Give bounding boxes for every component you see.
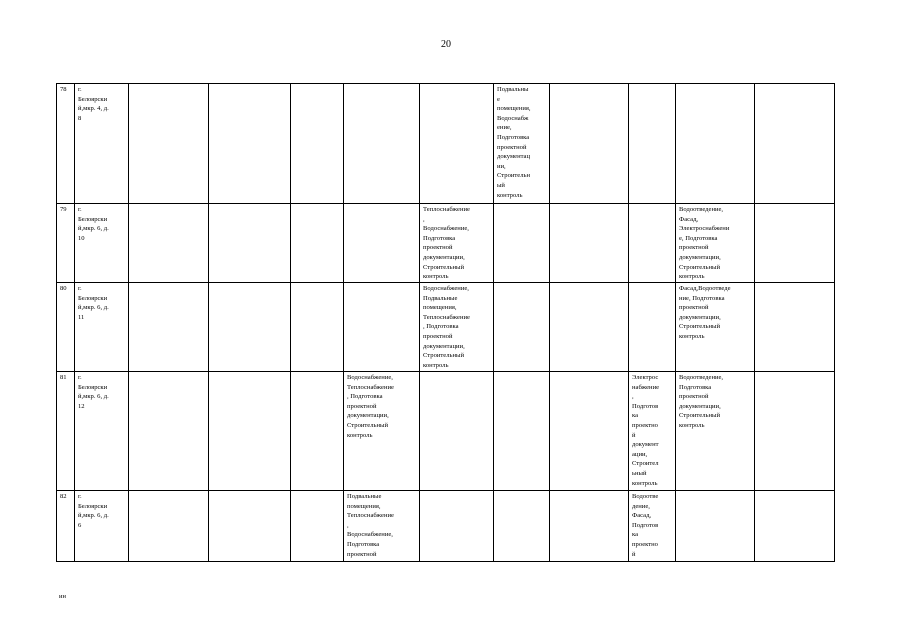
address-cell: г. Белоярски й,мкр. 4, д. 8 bbox=[75, 84, 129, 204]
works-cell bbox=[420, 372, 494, 491]
address-cell: г. Белоярски й,мкр. 6, д. 11 bbox=[75, 283, 129, 372]
works-cell bbox=[291, 84, 344, 204]
works-cell bbox=[291, 283, 344, 372]
table-row bbox=[57, 204, 835, 283]
row-number-cell: 81 bbox=[57, 372, 75, 491]
table-body bbox=[57, 84, 835, 562]
works-cell bbox=[494, 283, 550, 372]
works-cell bbox=[291, 372, 344, 491]
works-cell: Подвальные помещения, Теплоснабжение , Водоснабжение, Подготовка проектной bbox=[344, 491, 420, 562]
works-cell bbox=[629, 84, 676, 204]
works-cell bbox=[209, 84, 291, 204]
works-cell bbox=[420, 84, 494, 204]
works-cell bbox=[209, 372, 291, 491]
works-cell bbox=[209, 283, 291, 372]
works-cell: Водоотведение, Подготовка проектной документации, Строительный контроль bbox=[676, 372, 755, 491]
works-cell bbox=[550, 84, 629, 204]
works-cell: Водоотве дение, Фасад, Подготов ка проектно й bbox=[629, 491, 676, 562]
works-cell bbox=[755, 491, 835, 562]
works-cell bbox=[494, 204, 550, 283]
works-cell bbox=[129, 491, 209, 562]
works-cell bbox=[291, 204, 344, 283]
works-cell: Теплоснабжение , Водоснабжение, Подготовка проектной документации, Строительный контроль bbox=[420, 204, 494, 283]
row-number-cell: 80 bbox=[57, 283, 75, 372]
table-row bbox=[57, 84, 835, 204]
table-row bbox=[57, 283, 835, 372]
works-cell bbox=[344, 283, 420, 372]
works-cell: Фасад,Водоотведе ние, Подготовка проектной документации, Строительный контроль bbox=[676, 283, 755, 372]
works-cell bbox=[291, 491, 344, 562]
works-cell bbox=[420, 491, 494, 562]
works-cell bbox=[755, 204, 835, 283]
works-cell bbox=[129, 204, 209, 283]
works-cell bbox=[550, 491, 629, 562]
works-cell bbox=[755, 372, 835, 491]
works-cell bbox=[629, 204, 676, 283]
works-cell bbox=[129, 283, 209, 372]
works-cell bbox=[129, 84, 209, 204]
page-number: 20 bbox=[441, 39, 451, 50]
works-cell bbox=[550, 283, 629, 372]
address-cell: г. Белоярски й,мкр. 6, д. 10 bbox=[75, 204, 129, 283]
footer-mark: ин bbox=[59, 593, 66, 600]
works-cell bbox=[129, 372, 209, 491]
works-cell: Водоснабжение, Теплоснабжение , Подготовка проектной документации, Строительный контроль bbox=[344, 372, 420, 491]
row-number-cell: 79 bbox=[57, 204, 75, 283]
works-cell: Водоснабжение, Подвальные помещения, Теплоснабжение , Подготовка проектной документации, Строительный контроль bbox=[420, 283, 494, 372]
works-cell bbox=[676, 491, 755, 562]
works-cell bbox=[755, 84, 835, 204]
works-cell bbox=[209, 491, 291, 562]
works-cell bbox=[550, 372, 629, 491]
works-cell bbox=[629, 283, 676, 372]
works-cell bbox=[494, 372, 550, 491]
works-cell bbox=[676, 84, 755, 204]
table-row bbox=[57, 372, 835, 491]
works-cell bbox=[209, 204, 291, 283]
table-row bbox=[57, 491, 835, 562]
address-cell: г. Белоярски й,мкр. 6, д. 6 bbox=[75, 491, 129, 562]
row-number-cell: 78 bbox=[57, 84, 75, 204]
works-cell: Водоотведение, Фасад, Электроснабжени е, Подготовка проектной документации, Строительный контроль bbox=[676, 204, 755, 283]
address-cell: г. Белоярски й,мкр. 6, д. 12 bbox=[75, 372, 129, 491]
works-cell bbox=[494, 491, 550, 562]
works-table bbox=[56, 83, 835, 562]
works-cell bbox=[550, 204, 629, 283]
works-cell bbox=[344, 204, 420, 283]
row-number-cell: 82 bbox=[57, 491, 75, 562]
works-cell: Подвальны е помещения, Водоснабж ение, Подготовка проектной документац ии, Строительн ый контроль bbox=[494, 84, 550, 204]
works-cell bbox=[755, 283, 835, 372]
works-cell: Электрос набжение , Подготов ка проектно й документ ации, Строител ьный контроль bbox=[629, 372, 676, 491]
works-cell bbox=[344, 84, 420, 204]
